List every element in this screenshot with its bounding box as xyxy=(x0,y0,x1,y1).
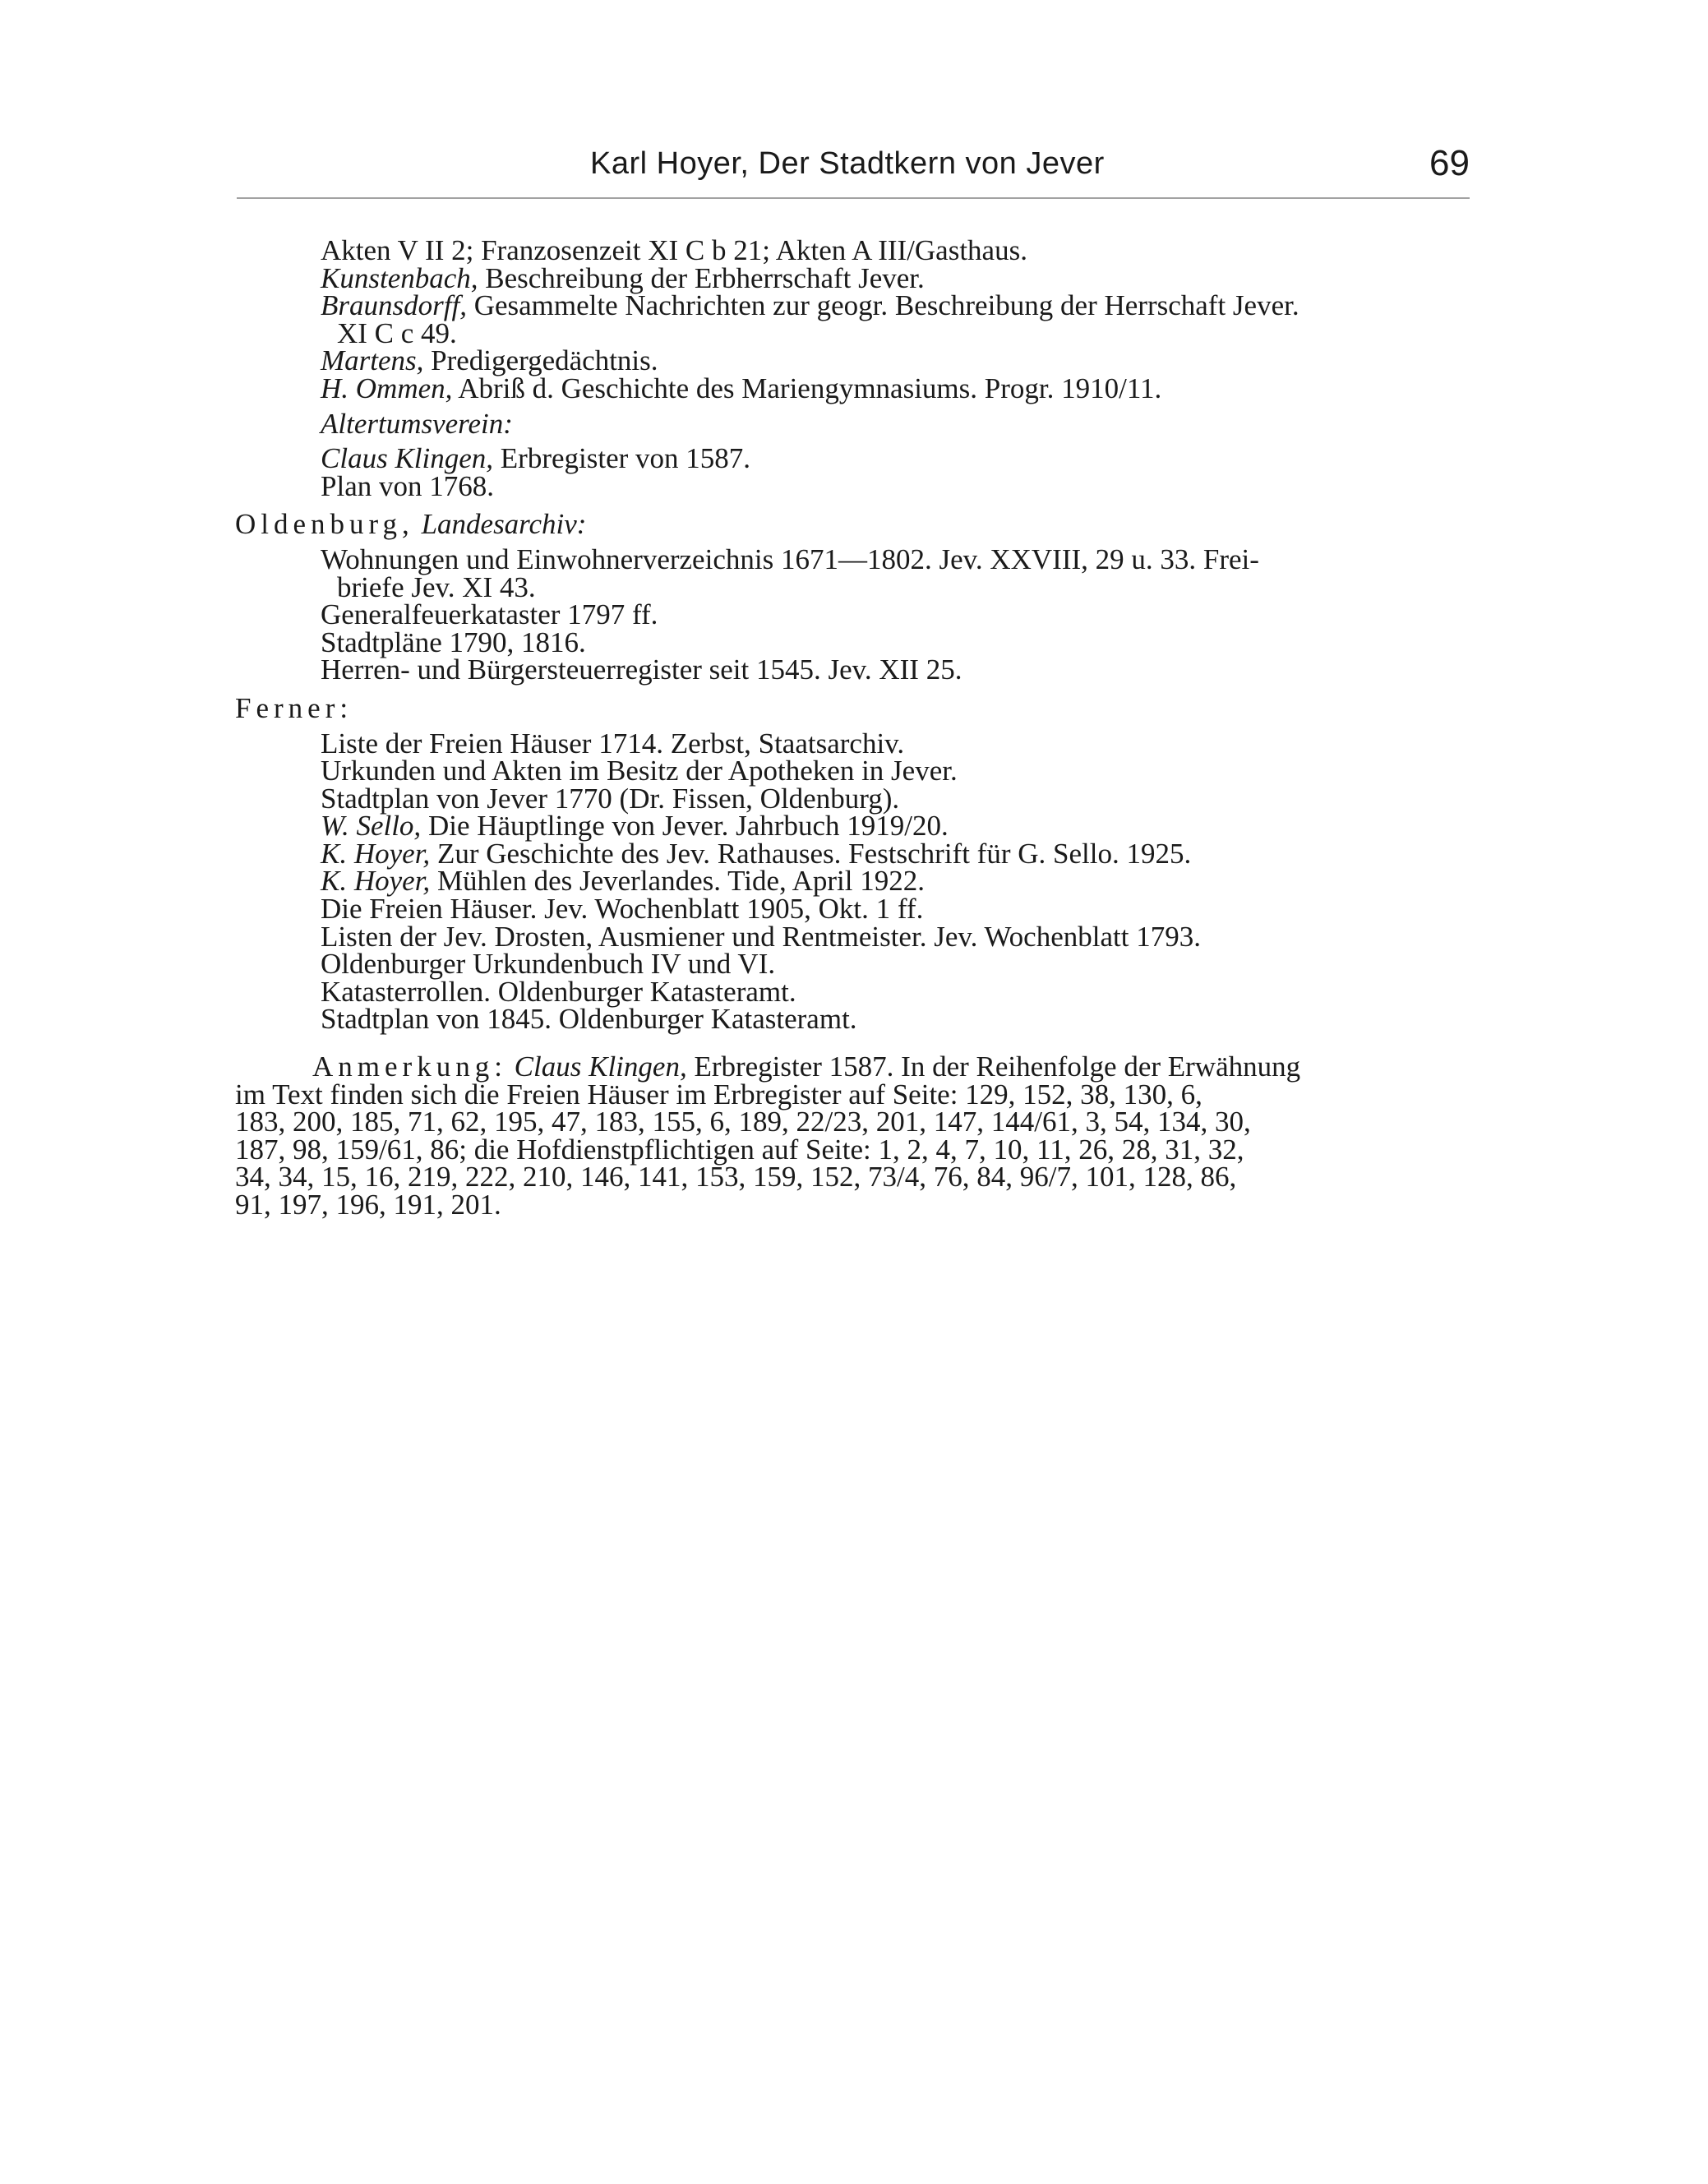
source-entry: Generalfeuerkataster 1797 ff. xyxy=(321,598,658,631)
oldenburg-heading xyxy=(235,508,1471,541)
source-author: Kunstenbach, xyxy=(321,261,478,294)
source-text: Oldenburger Urkundenbuch IV und VI. xyxy=(321,948,776,981)
source-entry xyxy=(235,442,1471,475)
source-text: Predigergedächtnis. xyxy=(423,344,658,377)
source-entry xyxy=(235,920,1471,953)
source-entry xyxy=(235,372,1471,404)
note-text: Erbregister 1587. In der Reihenfolge der Erwähnung xyxy=(686,1050,1301,1083)
altertumsverein-heading: Altertumsverein: xyxy=(321,407,513,440)
source-entry-justified xyxy=(235,543,1471,575)
source-text: Zur Geschichte des Jev. Rathauses. Festschrift für G. Sello. 1925. xyxy=(430,837,1192,870)
source-text: Die Häuptlinge von Jever. Jahrbuch 1919/20. xyxy=(421,810,949,843)
source-text: Liste der Freien Häuser 1714. Zerbst, Staatsarchiv. xyxy=(321,727,905,760)
source-text: Wohnungen und Einwohnerverzeichnis 1671—1802. Jev. XXVIII, 29 u. 33. Frei- xyxy=(321,543,1259,575)
source-text: Stadtplan von 1845. Oldenburger Katasteramt. xyxy=(321,1003,857,1036)
running-head xyxy=(237,143,1470,196)
source-entry xyxy=(235,975,1471,1008)
source-text: Plan von 1768. xyxy=(321,469,494,502)
source-continuation: XI C c 49. xyxy=(337,316,457,349)
note-first-line xyxy=(235,1050,1471,1083)
source-entry xyxy=(235,948,1471,981)
note-author: Claus Klingen, xyxy=(514,1050,687,1083)
note-label: Anmerkung: xyxy=(312,1050,507,1083)
note-line: 34, 34, 15, 16, 219, 222, 210, 146, 141, 153, 159, 152, 73/4, 76, 84, 96/7, 101, 128, 86, xyxy=(235,1161,1237,1194)
source-author: Braunsdorff, xyxy=(321,289,467,322)
source-continuation: briefe Jev. XI 43. xyxy=(337,570,536,603)
source-entry xyxy=(235,234,1471,266)
source-entry xyxy=(235,865,1471,898)
source-entry xyxy=(235,837,1471,870)
archive-name: Landesarchiv: xyxy=(421,508,587,541)
source-text: Katasterrollen. Oldenburger Katasteramt. xyxy=(321,975,796,1008)
source-entry xyxy=(235,810,1471,843)
source-entry xyxy=(235,782,1471,815)
source-entry: Stadtpläne 1790, 1816. xyxy=(321,626,586,658)
source-text: Urkunden und Akten im Besitz der Apotheken in Jever. xyxy=(321,755,958,787)
source-entry xyxy=(235,469,1471,502)
source-text: Gesammelte Nachrichten zur geogr. Beschreibung der Herrschaft Jever. xyxy=(466,289,1299,322)
source-text: Mühlen des Jeverlandes. Tide, April 1922. xyxy=(430,865,925,898)
bibliography xyxy=(235,234,1471,1221)
source-author: W. Sello, xyxy=(321,810,422,843)
note-line: 187, 98, 159/61, 86; die Hofdienstpflichtigen auf Seite: 1, 2, 4, 7, 10, 11, 26, 28, 31, 32, xyxy=(235,1133,1244,1166)
source-author: Martens, xyxy=(321,344,424,377)
source-entry xyxy=(235,757,1471,785)
source-author: K. Hoyer, xyxy=(321,865,431,898)
source-entry xyxy=(235,289,1471,322)
source-entry xyxy=(235,344,1471,377)
ferner-heading: Ferner: xyxy=(235,691,353,724)
source-text: Akten V II 2; Franzosenzeit XI C b 21; Akten A III/Gasthaus. xyxy=(321,234,1027,266)
source-entry: Herren- und Bürgersteuerregister seit 1545. Jev. XII 25. xyxy=(321,653,962,686)
running-title: Karl Hoyer, Der Stadtkern von Jever xyxy=(590,146,1105,181)
note-line: 91, 197, 196, 191, 201. xyxy=(235,1189,501,1221)
note-line: im Text finden sich die Freien Häuser im Erbregister auf Seite: 129, 152, 38, 130, 6, xyxy=(235,1078,1203,1110)
source-author: Claus Klingen, xyxy=(321,442,494,475)
source-entry xyxy=(235,261,1471,294)
note-line: 183, 200, 185, 71, 62, 195, 47, 183, 155, 6, 189, 22/23, 201, 147, 144/61, 3, 54, 134, 30, xyxy=(235,1106,1251,1138)
source-text: Listen der Jev. Drosten, Ausmiener und Rentmeister. Jev. Wochenblatt 1793. xyxy=(321,920,1201,953)
place-name: Oldenburg, xyxy=(235,508,414,541)
source-author: K. Hoyer, xyxy=(321,837,431,870)
source-text: Die Freien Häuser. Jev. Wochenblatt 1905, Okt. 1 ff. xyxy=(321,893,924,926)
source-author: H. Ommen, xyxy=(321,372,453,404)
source-entry xyxy=(235,727,1471,760)
source-text: Stadtplan von Jever 1770 (Dr. Fissen, Oldenburg). xyxy=(321,782,900,815)
source-text: Erbregister von 1587. xyxy=(493,442,751,475)
source-text: Abriß d. Geschichte des Mariengymnasiums. Progr. 1910/11. xyxy=(452,372,1162,404)
source-entry xyxy=(235,1003,1471,1036)
source-text: Beschreibung der Erbherrschaft Jever. xyxy=(478,261,925,294)
source-entry xyxy=(235,893,1471,926)
header-rule xyxy=(237,197,1470,199)
page-number: 69 xyxy=(1429,143,1470,183)
